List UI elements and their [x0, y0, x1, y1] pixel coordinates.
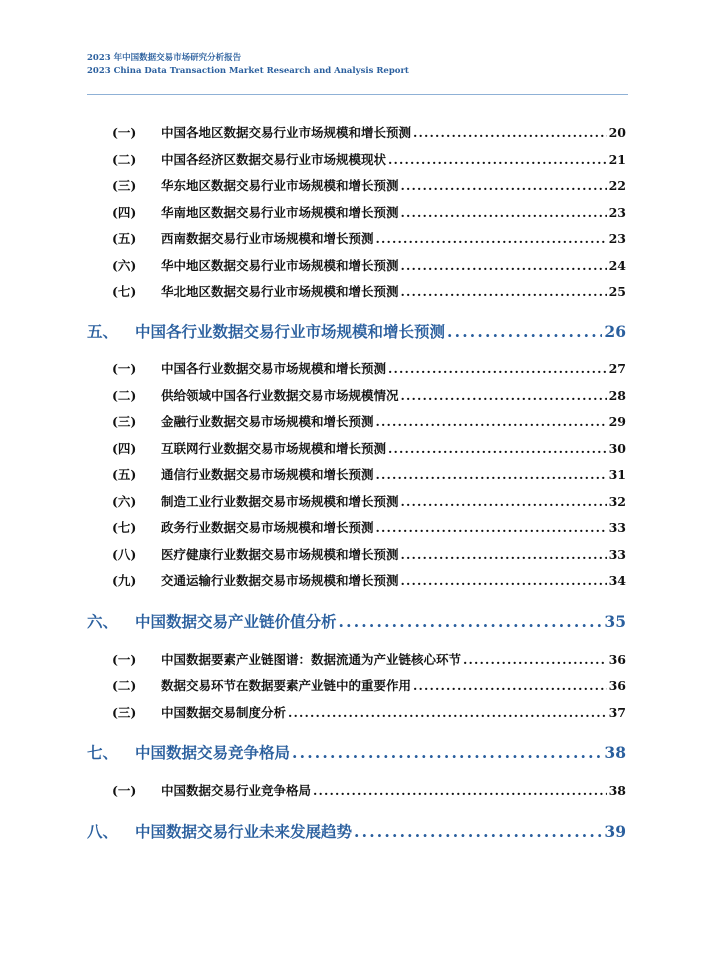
toc-title: 金融行业数据交易市场规模和增长预测 [161, 414, 374, 429]
toc-entry[interactable] [112, 465, 626, 483]
toc-number: (七) [112, 284, 137, 299]
toc-number: (八) [112, 547, 137, 562]
toc-number: (七) [112, 520, 137, 535]
toc-number: (一) [112, 361, 137, 376]
toc-chapter-entry[interactable] [87, 610, 626, 632]
toc-chapter-entry[interactable] [87, 741, 626, 763]
toc-title: 中国数据交易行业竞争格局 [161, 783, 312, 798]
toc-entry[interactable] [112, 492, 626, 510]
toc-dot-leader [288, 705, 607, 720]
toc-dot-leader [463, 652, 607, 667]
toc-dot-leader [376, 231, 607, 246]
toc-page-number: 37 [608, 705, 626, 720]
toc-number: 五、 [87, 322, 119, 341]
toc-title: 中国各经济区数据交易行业市场规模现状 [161, 152, 387, 167]
toc-page-number: 33 [608, 547, 626, 562]
toc-title: 中国各地区数据交易行业市场规模和增长预测 [161, 125, 412, 140]
toc-chapter-entry[interactable] [87, 820, 626, 842]
toc-dot-leader [401, 573, 607, 588]
toc-title: 互联网行业数据交易市场规模和增长预测 [161, 441, 387, 456]
toc-title: 中国数据交易产业链价值分析 [135, 612, 337, 631]
toc-page-number: 36 [608, 652, 626, 667]
toc-number: (六) [112, 494, 137, 509]
toc-title: 交通运输行业数据交易市场规模和增长预测 [161, 573, 399, 588]
toc-title: 政务行业数据交易市场规模和增长预测 [161, 520, 374, 535]
toc-dot-leader [376, 520, 607, 535]
toc-dot-leader [354, 822, 602, 841]
toc-entry[interactable] [112, 282, 626, 300]
toc-number: (五) [112, 467, 137, 482]
toc-page-number: 24 [608, 258, 626, 273]
toc-page-number: 23 [608, 205, 626, 220]
toc-page-number: 38 [604, 743, 626, 762]
toc-entry[interactable] [112, 545, 626, 563]
header-title-en: 2023 China Data Transaction Market Research and Analysis Report [87, 66, 409, 76]
toc-title: 中国数据交易竞争格局 [135, 743, 291, 762]
toc-entry[interactable] [112, 650, 626, 668]
toc-number: (四) [112, 441, 137, 456]
toc-dot-leader [388, 361, 607, 376]
toc-entry[interactable] [112, 571, 626, 589]
toc-number: (一) [112, 652, 137, 667]
toc-dot-leader [401, 258, 607, 273]
toc-title: 医疗健康行业数据交易市场规模和增长预测 [161, 547, 399, 562]
toc-dot-leader [401, 205, 607, 220]
toc-page-number: 25 [608, 284, 626, 299]
toc-title: 数据交易环节在数据要素产业链中的重要作用 [161, 678, 412, 693]
toc-number: (一) [112, 783, 137, 798]
toc-number: (二) [112, 678, 137, 693]
toc-number: (二) [112, 152, 137, 167]
toc-dot-leader [376, 467, 607, 482]
toc-entry[interactable] [112, 150, 626, 168]
toc-title: 中国数据交易行业未来发展趋势 [135, 822, 353, 841]
toc-page-number: 29 [608, 414, 626, 429]
toc-title: 华北地区数据交易行业市场规模和增长预测 [161, 284, 399, 299]
toc-page-number: 34 [608, 573, 626, 588]
toc-title: 华南地区数据交易行业市场规模和增长预测 [161, 205, 399, 220]
toc-page-number: 28 [608, 388, 626, 403]
toc-number: (三) [112, 705, 137, 720]
toc-entry[interactable] [112, 386, 626, 404]
toc-page-number: 39 [604, 822, 626, 841]
toc-page-number: 30 [608, 441, 626, 456]
toc-entry[interactable] [112, 359, 626, 377]
toc-entry[interactable] [112, 256, 626, 274]
toc-page-number: 38 [608, 783, 626, 798]
toc-page-number: 22 [608, 178, 626, 193]
toc-page-number: 35 [604, 612, 626, 631]
header-title-cn: 2023 年中国数据交易市场研究分析报告 [87, 53, 242, 63]
toc-page-number: 23 [608, 231, 626, 246]
toc-title: 华中地区数据交易行业市场规模和增长预测 [161, 258, 399, 273]
toc-page-number: 26 [604, 322, 626, 341]
toc-entry[interactable] [112, 703, 626, 721]
toc-page-number: 20 [608, 125, 626, 140]
toc-dot-leader [401, 284, 607, 299]
toc-page-number: 21 [608, 152, 626, 167]
toc-page-number: 31 [608, 467, 626, 482]
toc-number: (九) [112, 573, 137, 588]
toc-title: 中国各行业数据交易行业市场规模和增长预测 [135, 322, 446, 341]
toc-title: 中国数据交易制度分析 [161, 705, 287, 720]
toc-entry[interactable] [112, 781, 626, 799]
toc-entry[interactable] [112, 203, 626, 221]
toc-number: (二) [112, 388, 137, 403]
toc-title: 制造工业行业数据交易市场规模和增长预测 [161, 494, 399, 509]
toc-entry[interactable] [112, 518, 626, 536]
toc-number: 八、 [87, 822, 119, 841]
toc-entry[interactable] [112, 412, 626, 430]
toc-number: (一) [112, 125, 137, 140]
toc-entry[interactable] [112, 229, 626, 247]
toc-page-number: 36 [608, 678, 626, 693]
toc-number: (三) [112, 414, 137, 429]
toc-number: (三) [112, 178, 137, 193]
toc-title: 西南数据交易行业市场规模和增长预测 [161, 231, 374, 246]
toc-dot-leader [401, 388, 607, 403]
toc-title: 通信行业数据交易市场规模和增长预测 [161, 467, 374, 482]
toc-dot-leader [376, 414, 607, 429]
toc-chapter-entry[interactable] [87, 320, 626, 342]
toc-dot-leader [292, 743, 602, 762]
toc-dot-leader [413, 678, 607, 693]
toc-entry[interactable] [112, 439, 626, 457]
toc-page-number: 32 [608, 494, 626, 509]
toc-dot-leader [388, 152, 607, 167]
toc-number: (四) [112, 205, 137, 220]
toc-dot-leader [401, 178, 607, 193]
toc-number: 六、 [87, 612, 119, 631]
toc-number: (六) [112, 258, 137, 273]
toc-dot-leader [339, 612, 603, 631]
toc-dot-leader [447, 322, 602, 341]
toc-entry[interactable] [112, 123, 626, 141]
toc-title: 中国数据要素产业链图谱：数据流通为产业链核心环节 [161, 652, 462, 667]
toc-page-number: 33 [608, 520, 626, 535]
toc-entry[interactable] [112, 176, 626, 194]
toc-title: 供给领域中国各行业数据交易市场规模情况 [161, 388, 399, 403]
toc-number: 七、 [87, 743, 119, 762]
toc-dot-leader [313, 783, 607, 798]
toc-dot-leader [401, 547, 607, 562]
toc-title: 华东地区数据交易行业市场规模和增长预测 [161, 178, 399, 193]
toc-dot-leader [388, 441, 607, 456]
toc-title: 中国各行业数据交易市场规模和增长预测 [161, 361, 387, 376]
toc-dot-leader [401, 494, 607, 509]
toc-entry[interactable] [112, 676, 626, 694]
toc-number: (五) [112, 231, 137, 246]
toc-dot-leader [413, 125, 607, 140]
toc-page-number: 27 [608, 361, 626, 376]
